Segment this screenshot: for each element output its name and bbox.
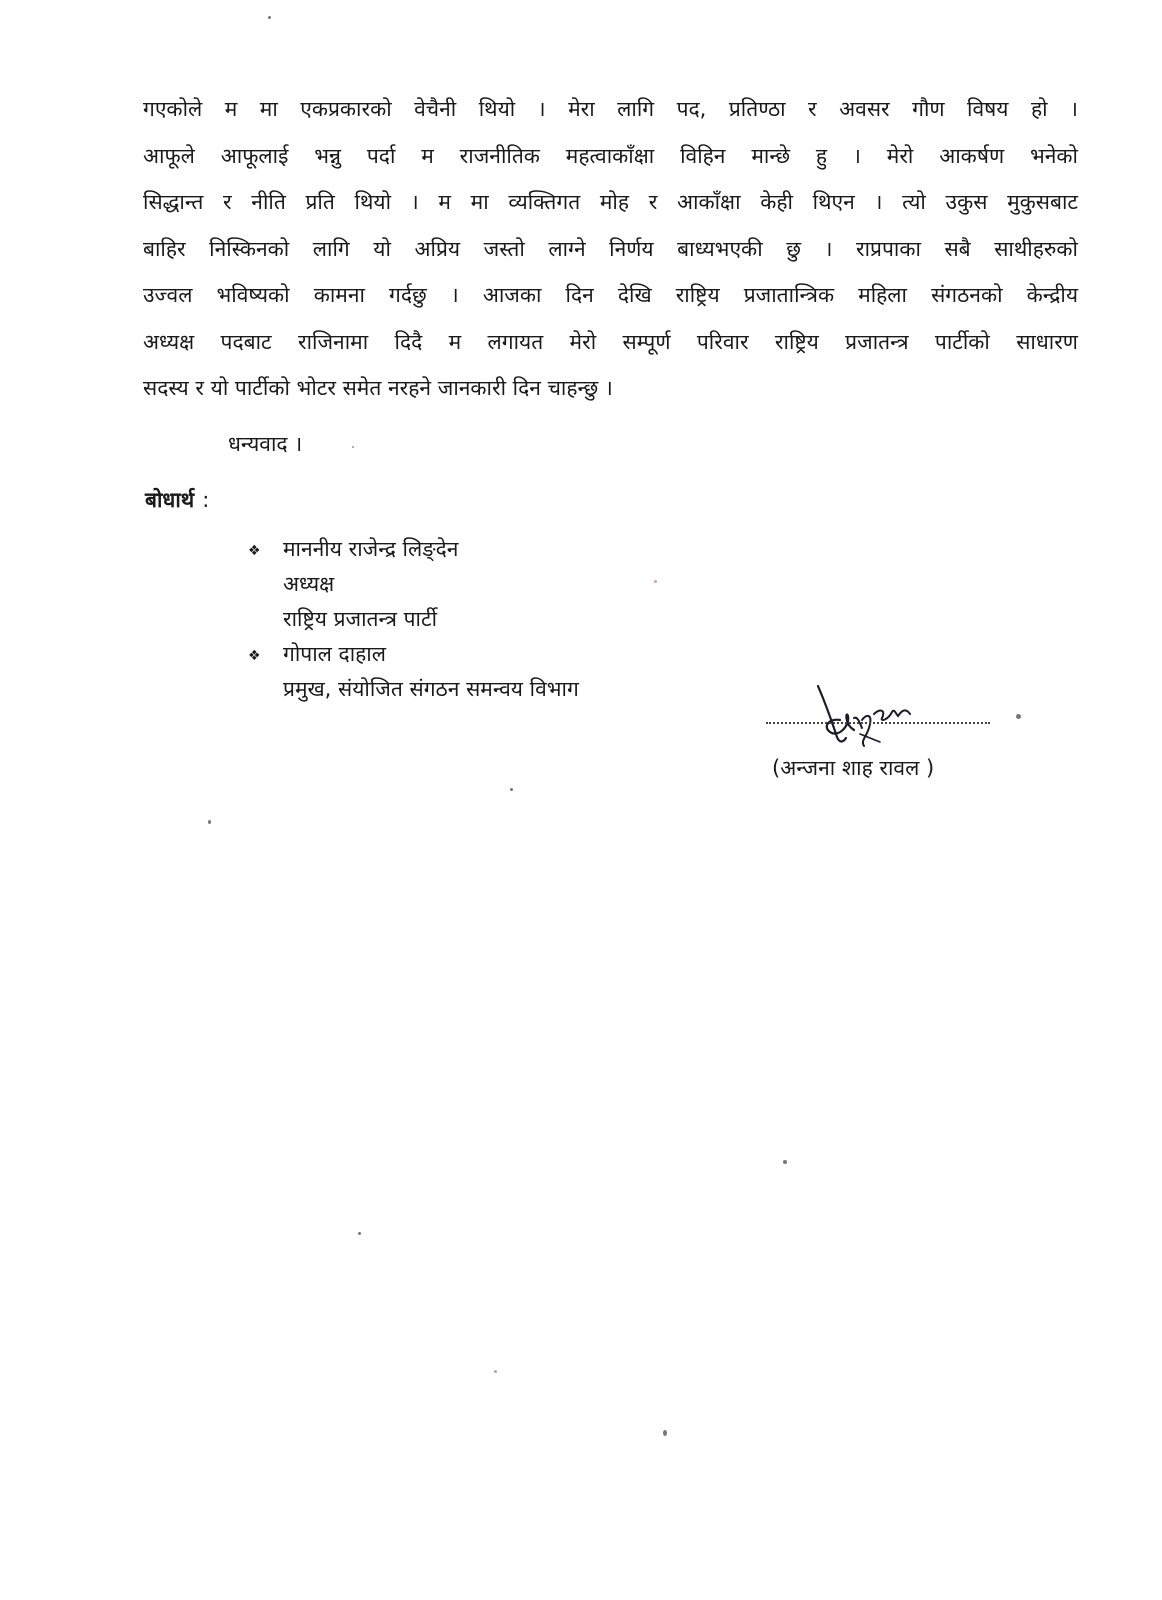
bullet-icon: ❖ <box>248 543 261 559</box>
scan-speck <box>663 1430 667 1436</box>
cc-label: बोधार्थ <box>145 488 195 512</box>
body-line: अध्यक्ष पदबाट राजिनामा दिदै म लगायत मेरो सम्पूर्ण परिवार राष्ट्रिय प्रजातन्त्र पार्टीको साधारण <box>143 329 1078 354</box>
bullet-icon: ❖ <box>248 648 261 664</box>
scan-speck <box>783 1160 787 1164</box>
cc-recipient-title: प्रमुख, संयोजित संगठन समन्वय विभाग <box>283 677 579 701</box>
scan-speck <box>208 820 211 824</box>
scan-speck <box>510 788 513 791</box>
body-line: सिद्धान्त र नीति प्रति थियो । म मा व्यक्तिगत मोह र आकाँक्षा केही थिएन । त्यो उकुस मुकुसबाट <box>143 190 1078 214</box>
cc-recipient-name: माननीय राजेन्द्र लिङ्देन <box>283 537 459 561</box>
letter-body <box>143 86 1078 412</box>
scan-speck <box>494 1370 497 1373</box>
cc-recipient-org: राष्ट्रिय प्रजातन्त्र पार्टी <box>283 607 438 631</box>
cc-recipient-title: अध्यक्ष <box>283 572 335 596</box>
cc-heading <box>145 486 209 514</box>
cc-colon: : <box>202 488 210 512</box>
scan-speck <box>1016 714 1021 719</box>
thanks-line: धन्यवाद । <box>228 432 303 456</box>
body-line-last: सदस्य र यो पार्टीको भोटर समेत नरहने जानकारी दिन चाहन्छु । <box>143 376 613 400</box>
cc-recipient-name: गोपाल दाहाल <box>283 642 386 666</box>
scan-speck <box>352 446 354 448</box>
signer-name: (अन्जना शाह रावल ) <box>772 756 935 780</box>
body-line: बाहिर निस्किनको लागि यो अप्रिय जस्तो लाग्ने निर्णय बाध्यभएकी छु । राप्रपाका सबै साथीहरुको <box>143 236 1078 261</box>
scan-speck <box>358 1232 361 1235</box>
cc-recipient-dahal <box>248 637 579 707</box>
handwritten-signature <box>800 680 930 750</box>
body-line: उज्वल भविष्यको कामना गर्दछु । आजका दिन देखि राष्ट्रिय प्रजातान्त्रिक महिला संगठनको केन्द्रीय <box>143 283 1078 307</box>
body-line: आफूले आफूलाई भन्नु पर्दा म राजनीतिक महत्वाकाँक्षा विहिन मान्छे हु । मेरो आकर्षण भनेको <box>143 143 1078 168</box>
signature-line <box>766 722 990 724</box>
cc-recipient-lingden <box>248 532 579 637</box>
cc-list <box>248 532 579 707</box>
scan-speck <box>654 580 657 583</box>
scan-speck <box>268 16 271 19</box>
body-line: गएकोले म मा एकप्रकारको वेचैनी थियो । मेरा लागि पद, प्रतिण्ठा र अवसर गौण विषय हो । <box>143 97 1078 121</box>
